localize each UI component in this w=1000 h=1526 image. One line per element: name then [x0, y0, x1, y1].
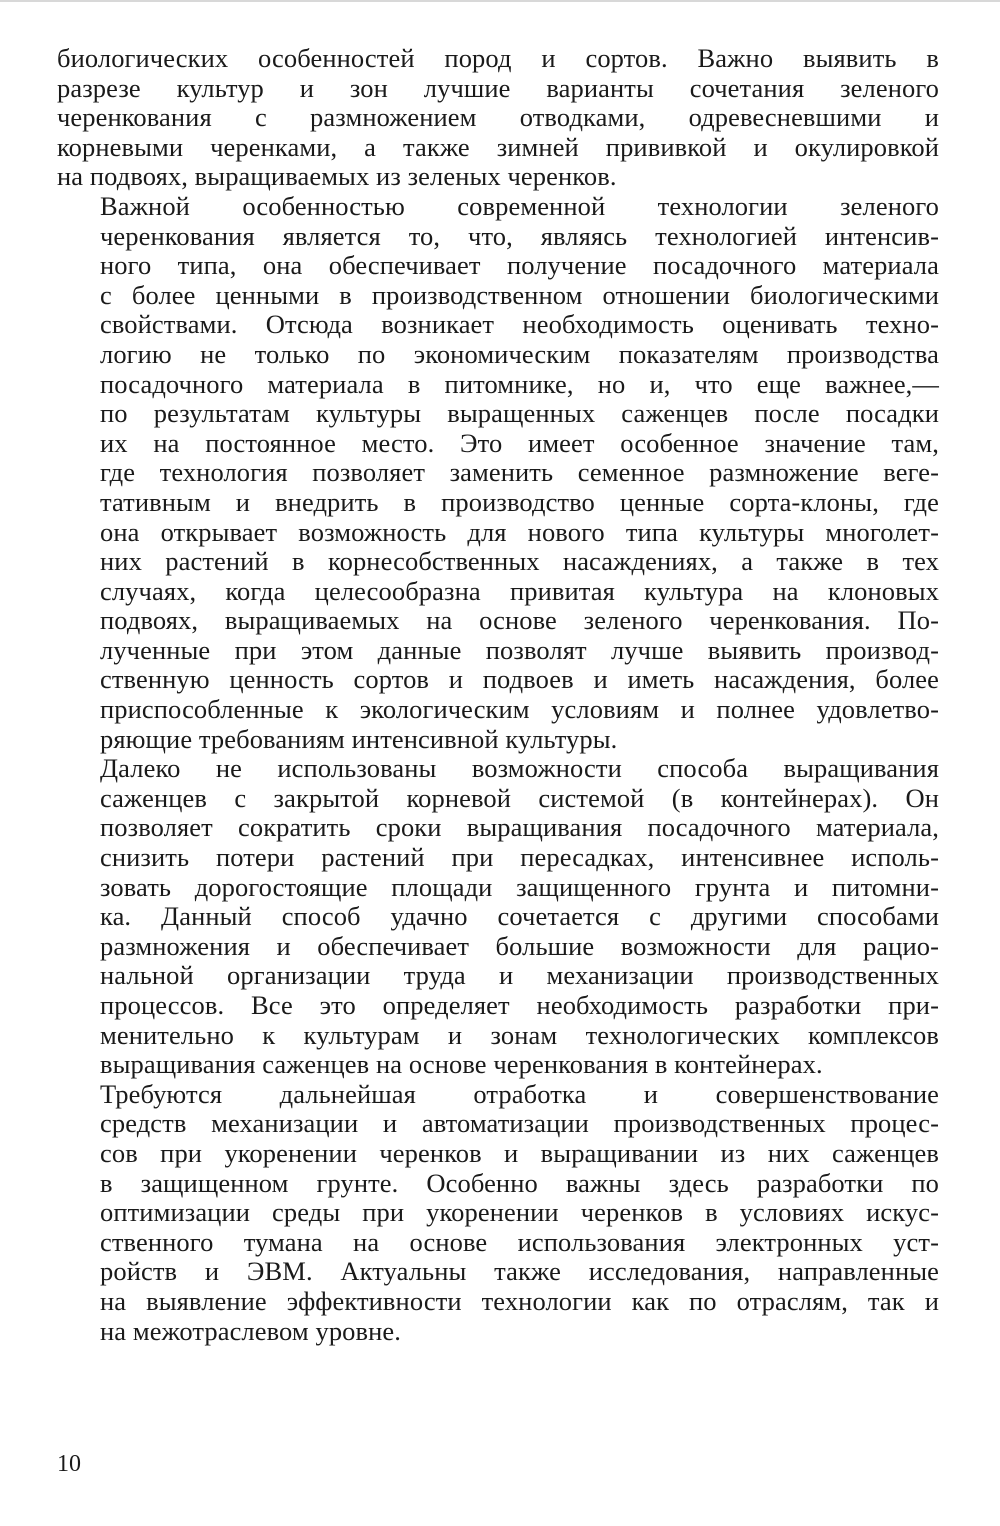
text-line: подвоях, выращиваемых на основе зеленого черенкования. По- — [100, 605, 939, 636]
text-line: Важной особенностью современной технологии зеленого — [100, 190, 939, 221]
text-line: размножения и обеспечивает большие возможности для рацио- — [100, 930, 939, 961]
text-line: зовать дорогостоящие площади защищенного грунта и питомни- — [100, 871, 939, 902]
text-line: случаях, когда целесообразна привитая культура на клоновых — [100, 575, 939, 606]
text-line: ройств и ЭВМ. Актуальны также исследования, направленные — [100, 1256, 939, 1287]
text-line: тативным и внедрить в производство ценные сорта-клоны, где — [100, 486, 939, 517]
text-line: черенкования является то, что, являясь технологией интенсив- — [100, 220, 939, 251]
text-line: с более ценными в производственном отношении биологическими — [100, 279, 939, 310]
text-line: на межотраслевом уровне. — [100, 1315, 402, 1346]
text-line: ного типа, она обеспечивает получение посадочного материала — [100, 250, 939, 281]
text-line: на подвоях, выращиваемых из зеленых черенков. — [57, 161, 617, 192]
text-line: саженцев с закрытой корневой системой (в контейнерах). Он — [100, 782, 939, 813]
text-line: свойствами. Отсюда возникает необходимость оценивать техно- — [100, 309, 939, 340]
text-line: она открывает возможность для нового типа культуры многолет- — [100, 516, 939, 547]
text-line: нальной организации труда и механизации производственных — [100, 960, 939, 991]
text-line: логию не только по экономическим показателям производства — [100, 338, 939, 369]
text-line: ка. Данный способ удачно сочетается с другими способами — [100, 901, 939, 932]
text-line: по результатам культуры выращенных саженцев после посадки — [100, 398, 939, 429]
text-line: на выявление эффективности технологии как по отраслям, так и — [100, 1285, 939, 1316]
text-line: сов при укоренении черенков и выращивании из них саженцев — [100, 1137, 939, 1168]
text-line: снизить потери растений при пересадках, интенсивнее исполь- — [100, 842, 939, 873]
text-line: них растений в корнесобственных насаждениях, а также в тех — [100, 546, 939, 577]
text-line: разрезе культур и зон лучшие варианты сочетания зеленого — [57, 72, 939, 103]
text-line: корневыми черенками, а также зимней прививкой и окулировкой — [57, 131, 939, 162]
body-text — [57, 44, 939, 1346]
text-line: ственную ценность сортов и подвоев и иметь насаждения, более — [100, 664, 939, 695]
text-line: приспособленные к экологическим условиям и полнее удовлетво- — [100, 694, 939, 725]
text-line: Далеко не использованы возможности способа выращивания — [100, 753, 939, 784]
paragraph-2 — [57, 192, 939, 754]
paragraph-3 — [57, 754, 939, 1080]
paragraph-1 — [57, 44, 939, 192]
text-line: позволяет сократить сроки выращивания посадочного материала, — [100, 812, 939, 843]
paragraph-4 — [57, 1080, 939, 1346]
text-line: ственного тумана на основе использования электронных уст- — [100, 1226, 939, 1257]
text-line: оптимизации среды при укоренении черенков в условиях искус- — [100, 1197, 939, 1228]
text-line: черенкования с размножением отводками, одревесневшими и — [57, 102, 939, 133]
text-line: выращивания саженцев на основе черенкования в контейнерах. — [100, 1049, 823, 1080]
text-line: где технология позволяет заменить семенное размножение веге- — [100, 457, 939, 488]
text-line: биологических особенностей пород и сортов. Важно выявить в — [57, 43, 939, 73]
text-line: в защищенном грунте. Особенно важны здесь разработки по — [100, 1167, 939, 1198]
text-line: посадочного материала в питомнике, но и, что еще важнее,— — [100, 368, 939, 399]
text-line: ряющие требованиям интенсивной культуры. — [100, 723, 618, 754]
text-line: менительно к культурам и зонам технологических комплексов — [100, 1019, 939, 1050]
page-number: 10 — [57, 1451, 81, 1477]
text-line: процессов. Все это определяет необходимость разработки при- — [100, 990, 939, 1020]
text-line: средств механизации и автоматизации производственных процес- — [100, 1108, 939, 1139]
text-line: Требуются дальнейшая отработка и совершенствование — [100, 1078, 939, 1109]
text-line: лученные при этом данные позволят лучше выявить производ- — [100, 634, 939, 665]
text-line: их на постоянное место. Это имеет особенное значение там, — [100, 427, 939, 458]
